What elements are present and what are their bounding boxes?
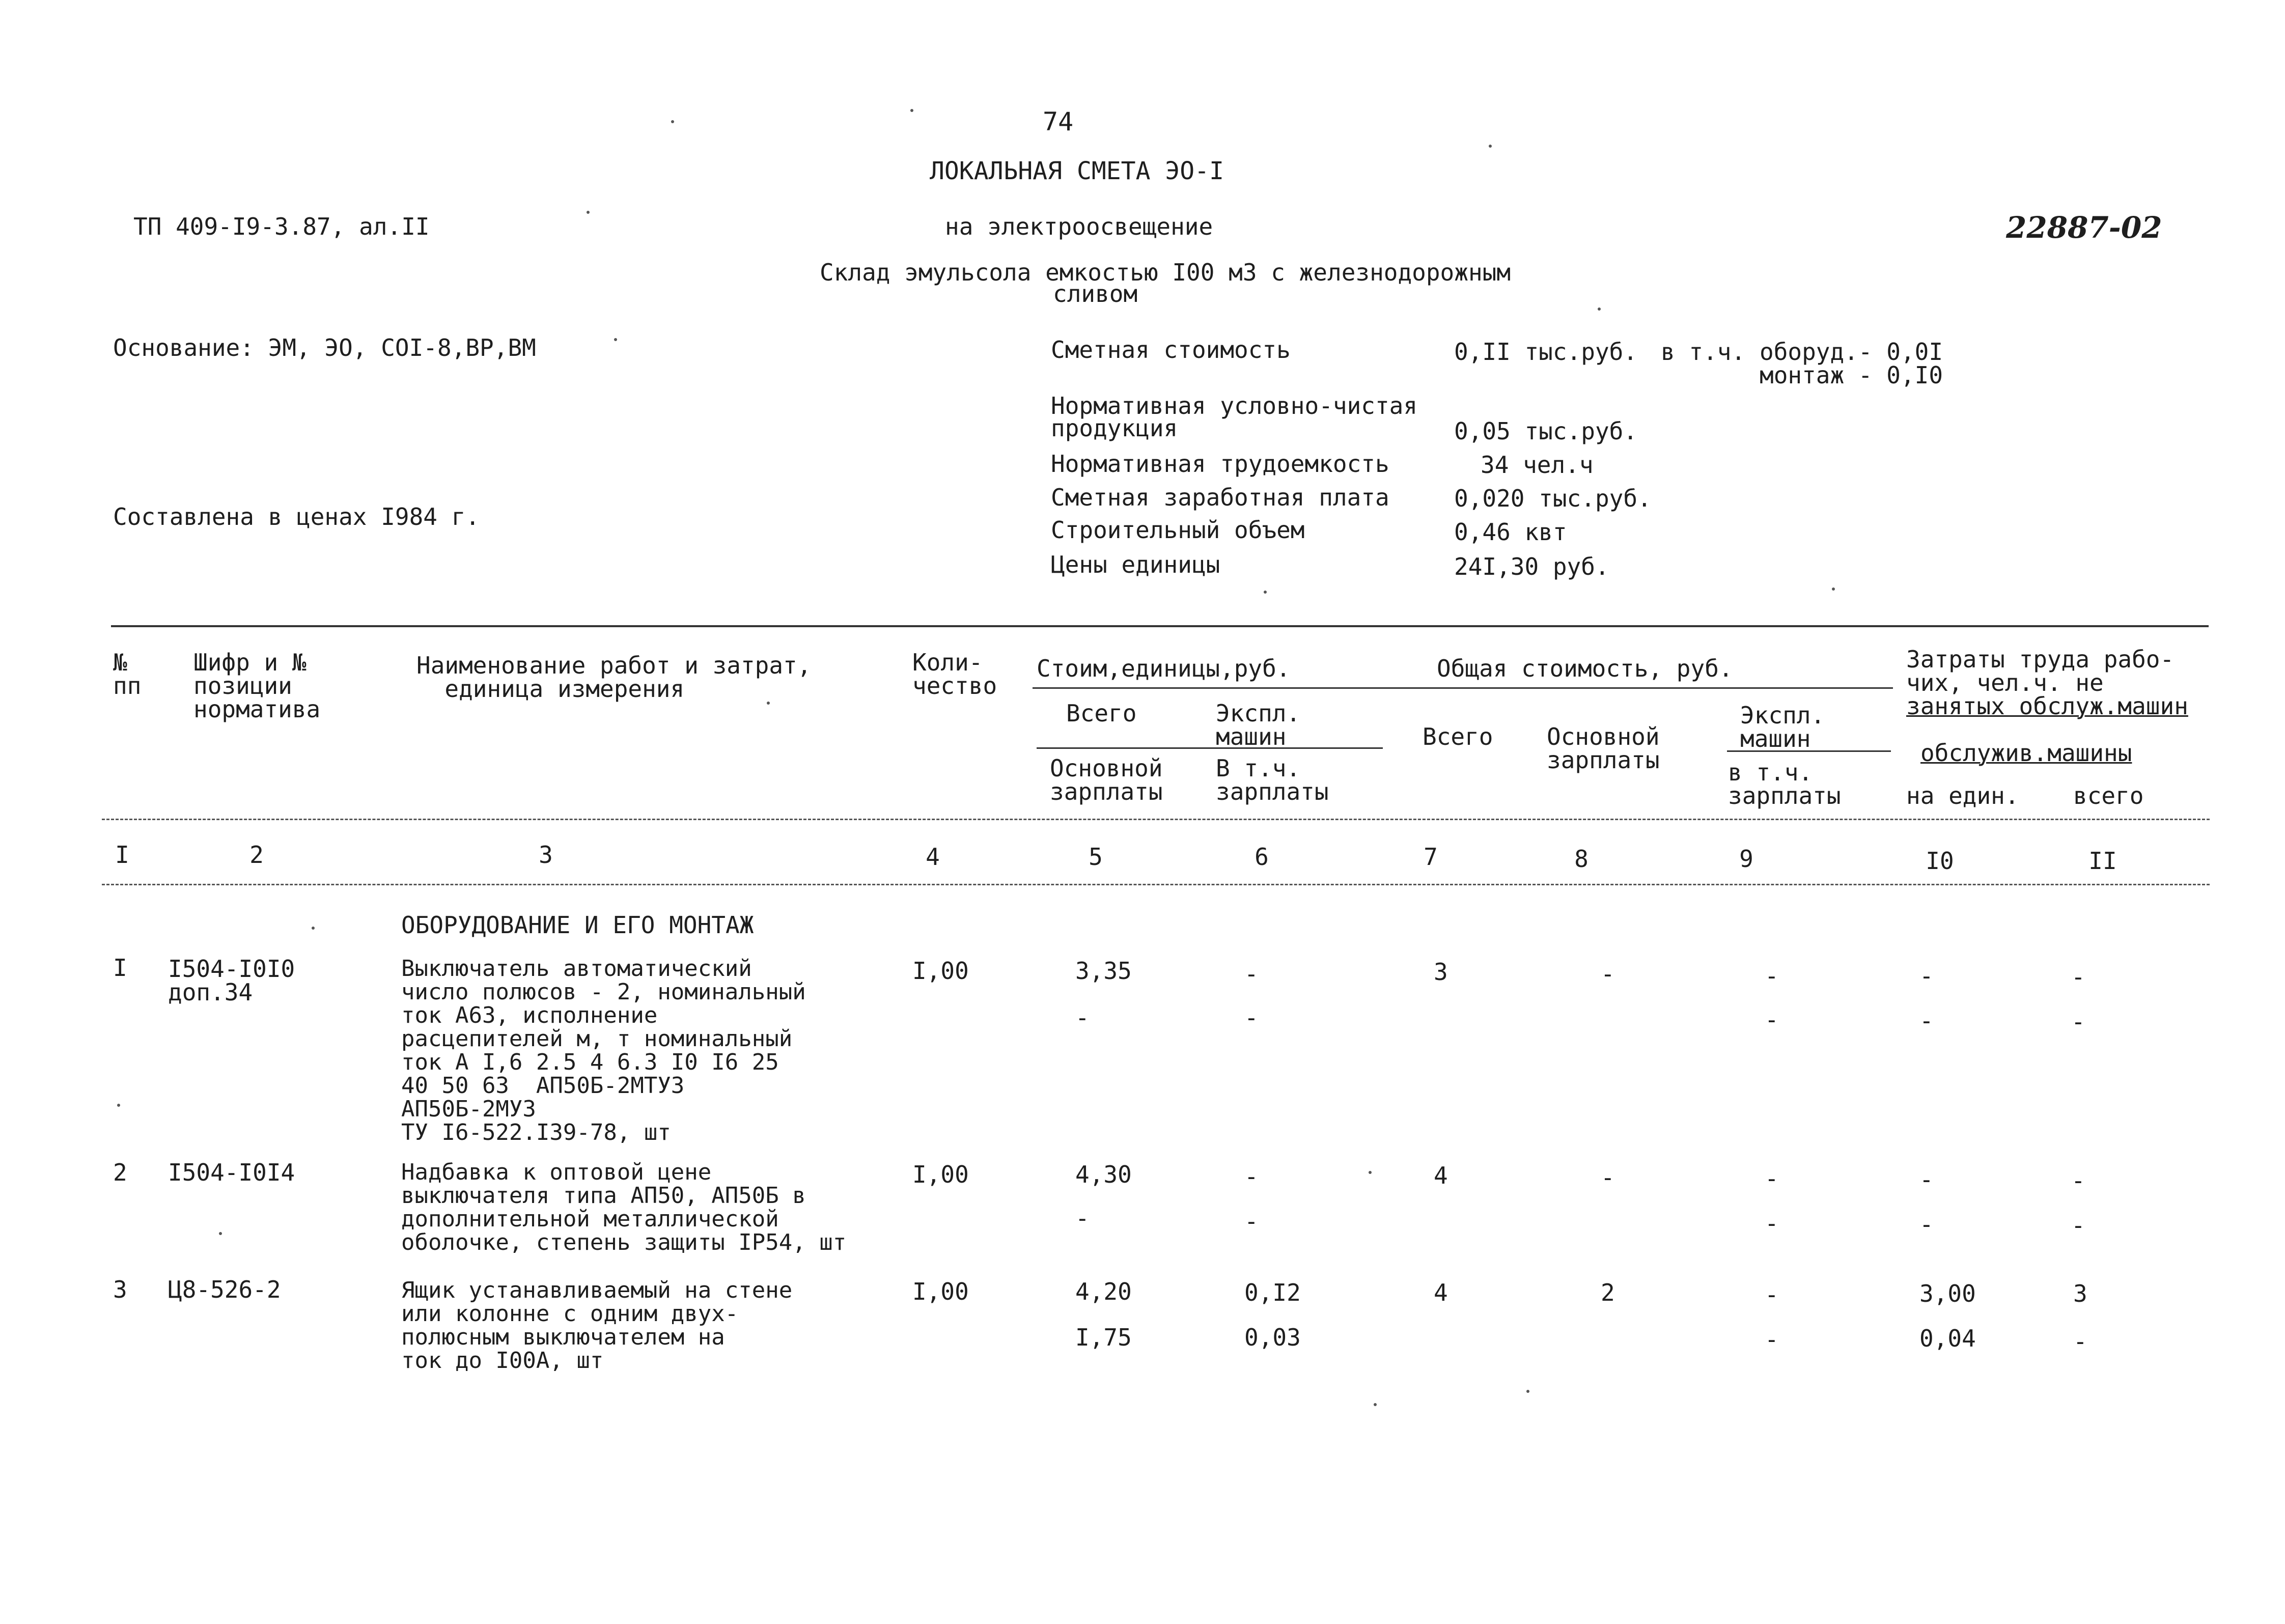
row-code: I504-I0I4 (168, 1159, 295, 1186)
header-total-11: всего (2073, 782, 2144, 809)
header-rule-3 (1727, 750, 1891, 752)
row-machine-wage: - (1765, 1006, 1779, 1033)
page-subtitle: на электроосвещение (945, 213, 1213, 240)
row-labor-service-per-unit: - (1919, 1211, 1934, 1238)
row-unit-machines: - (1244, 960, 1259, 988)
col-number-3: 3 (539, 841, 553, 869)
installation-share: монтаж - 0,I0 (1760, 361, 1943, 389)
row-number: 3 (113, 1276, 127, 1303)
row-unit-wage: - (1075, 1205, 1090, 1232)
row-labor-service-total: - (2071, 1008, 2085, 1035)
object-name-line2: сливом (1053, 280, 1138, 307)
row-base-wage: - (1601, 960, 1615, 988)
header-quantity: Коли- чество (912, 649, 997, 699)
scan-speck (1264, 591, 1267, 594)
col-number-1: I (115, 841, 129, 869)
row-labor-total: - (2071, 963, 2085, 991)
row-labor-per-unit: - (1919, 962, 1934, 990)
row-unit-total: 4,30 (1075, 1161, 1132, 1188)
row-labor-total: - (2071, 1167, 2085, 1194)
row-unit-machines: 0,I2 (1244, 1279, 1301, 1306)
scan-speck (671, 120, 674, 123)
row-labor-per-unit: - (1919, 1166, 1934, 1193)
prices-note: Составлена в ценах I984 г. (113, 503, 480, 530)
header-total-cost: Общая стоимость, руб. (1437, 655, 1733, 682)
header-incl-wage-9: в т.ч. зарплаты (1728, 759, 1841, 809)
header-rule-2 (1037, 747, 1383, 749)
volume-value: 0,46 квт (1454, 518, 1567, 546)
scan-speck (117, 1104, 120, 1107)
wage-label: Сметная заработная плата (1051, 484, 1389, 511)
wage-value: 0,020 тыс.руб. (1454, 485, 1652, 512)
col-number-8: 8 (1574, 845, 1589, 873)
scan-speck (1489, 145, 1492, 148)
header-labor-underlined: занятых обслуж.машин (1906, 692, 2188, 720)
row-name: Ящик устанавливаемый на стене или колонне с одним двух- полюсным выключателем на ток до I00А, шт (401, 1277, 793, 1374)
row-unit-wage: - (1075, 1004, 1090, 1031)
scan-speck (1369, 1171, 1372, 1174)
col-number-5: 5 (1089, 843, 1103, 871)
row-quantity: I,00 (912, 1278, 969, 1305)
col-number-2: 2 (249, 841, 264, 869)
col-number-7: 7 (1424, 843, 1438, 871)
row-machines: - (1765, 1165, 1779, 1192)
npp-label-1: Нормативная условно-чистая (1051, 392, 1418, 419)
column-number-rule (102, 884, 2210, 885)
row-labor-service-total: - (2073, 1328, 2087, 1355)
col-number-11: II (2088, 847, 2117, 875)
row-unit-machine-wage: - (1244, 1004, 1259, 1031)
row-unit-machine-wage: 0,03 (1244, 1324, 1301, 1351)
section-title: ОБОРУДОВАНИЕ И ЕГО МОНТАЖ (401, 911, 754, 939)
col-number-9: 9 (1739, 845, 1753, 873)
header-bottom-rule (102, 819, 2210, 820)
volume-label: Строительный объем (1051, 516, 1305, 544)
row-quantity: I,00 (912, 957, 969, 985)
scan-speck (1374, 1403, 1377, 1406)
row-number: I (113, 954, 127, 982)
header-code: Шифр и № позиции норматива (193, 649, 321, 723)
col-number-4: 4 (926, 843, 940, 871)
unit-price-value: 24I,30 руб. (1454, 553, 1609, 580)
table-top-rule (111, 625, 2209, 627)
row-machine-wage: - (1765, 1326, 1779, 1353)
npp-value: 0,05 тыс.руб. (1454, 417, 1638, 445)
page-title: ЛОКАЛЬНАЯ СМЕТА ЭО-I (930, 157, 1224, 185)
row-labor-per-unit: 3,00 (1919, 1280, 1976, 1307)
row-unit-total: 3,35 (1075, 957, 1132, 985)
row-total: 4 (1434, 1279, 1448, 1306)
row-labor-total: 3 (2073, 1280, 2087, 1307)
header-service-machines: обслужив.машины (1920, 739, 2132, 767)
basis: Основание: ЭМ, ЭО, СОI-8,ВР,ВМ (113, 334, 536, 361)
col-number-10: I0 (1926, 847, 1954, 875)
labor-value: 34 чел.ч (1481, 451, 1594, 479)
row-name: Выключатель автоматический число полюсов - 2, номинальный ток А63, исполнение расцепителей м, т номинальный ток А I,6 2.5 4 6.3 I0 I6 25 40 50 63 АП50Б-2МТУЗ АП50Б-2МУЗ ТУ I6-522.I39-78, шт (401, 956, 806, 1145)
header-row-number: № пп (113, 649, 142, 699)
row-total: 4 (1434, 1162, 1448, 1189)
row-base-wage: 2 (1601, 1279, 1615, 1306)
header-unit-cost: Стоим,единицы,руб. (1037, 655, 1291, 682)
row-machine-wage: - (1765, 1210, 1779, 1237)
scan-speck (910, 109, 913, 112)
header-machines-9: Экспл. машин (1740, 702, 1825, 752)
header-base-wage-8: Основной зарплаты (1547, 723, 1660, 774)
cost-label: Сметная стоимость (1051, 336, 1291, 363)
row-total: 3 (1434, 958, 1448, 986)
header-machines-6: Экспл. машин (1216, 699, 1301, 750)
scan-speck (1832, 587, 1835, 591)
row-quantity: I,00 (912, 1161, 969, 1188)
col-number-6: 6 (1255, 843, 1269, 871)
equipment-share: оборуд.- 0,0I (1760, 338, 1943, 366)
header-per-unit: на един. (1906, 782, 2019, 809)
row-unit-machines: - (1244, 1163, 1259, 1190)
labor-label: Нормативная трудоемкость (1051, 450, 1389, 478)
header-rule-1 (1033, 687, 1893, 689)
unit-price-label: Цены единицы (1051, 551, 1220, 578)
row-machines: - (1765, 1281, 1779, 1308)
scan-speck (1598, 307, 1601, 311)
row-number: 2 (113, 1159, 127, 1186)
scan-speck (614, 338, 617, 341)
header-incl-wage-6: В т.ч. зарплаты (1216, 754, 1329, 805)
cost-value: 0,II тыс.руб. (1454, 338, 1638, 366)
handwritten-code: 22887-02 (2006, 210, 2162, 245)
incl-label: в т.ч. (1661, 338, 1746, 366)
npp-label-2: продукция (1051, 414, 1178, 442)
scan-speck (219, 1232, 222, 1235)
header-labor: Затраты труда рабо- чих, чел.ч. не (1906, 646, 2175, 696)
row-code: Ц8-526-2 (168, 1276, 281, 1303)
header-total-7: Всего (1423, 723, 1493, 750)
scan-speck (767, 702, 770, 705)
scan-speck (587, 211, 590, 214)
row-unit-total: 4,20 (1075, 1278, 1132, 1305)
page-number: 74 (1043, 107, 1074, 136)
header-base-wage-5: Основной зарплаты (1050, 754, 1163, 805)
row-labor-service-per-unit: - (1919, 1007, 1934, 1034)
object-name: Склад эмульсола емкостью I00 м3 с железнодорожным (820, 259, 1511, 286)
row-code: I504-I0I0 доп.34 (168, 955, 295, 1006)
row-name: Надбавка к оптовой цене выключателя типа АП50, АП50Б в дополнительной металлической оболочке, степень защиты IР54, шт (401, 1159, 847, 1255)
project-reference: ТП 409-I9-3.87, ал.II (133, 213, 430, 240)
header-total-5: Всего (1066, 699, 1137, 727)
row-unit-machine-wage: - (1244, 1208, 1259, 1235)
row-unit-wage: I,75 (1075, 1324, 1132, 1351)
scan-speck (1526, 1390, 1529, 1393)
scan-speck (312, 927, 315, 930)
row-labor-service-per-unit: 0,04 (1919, 1325, 1976, 1352)
row-labor-service-total: - (2071, 1212, 2085, 1239)
row-machines: - (1765, 962, 1779, 990)
row-base-wage: - (1601, 1164, 1615, 1191)
header-name: Наименование работ и затрат, единица измерения (416, 652, 812, 703)
